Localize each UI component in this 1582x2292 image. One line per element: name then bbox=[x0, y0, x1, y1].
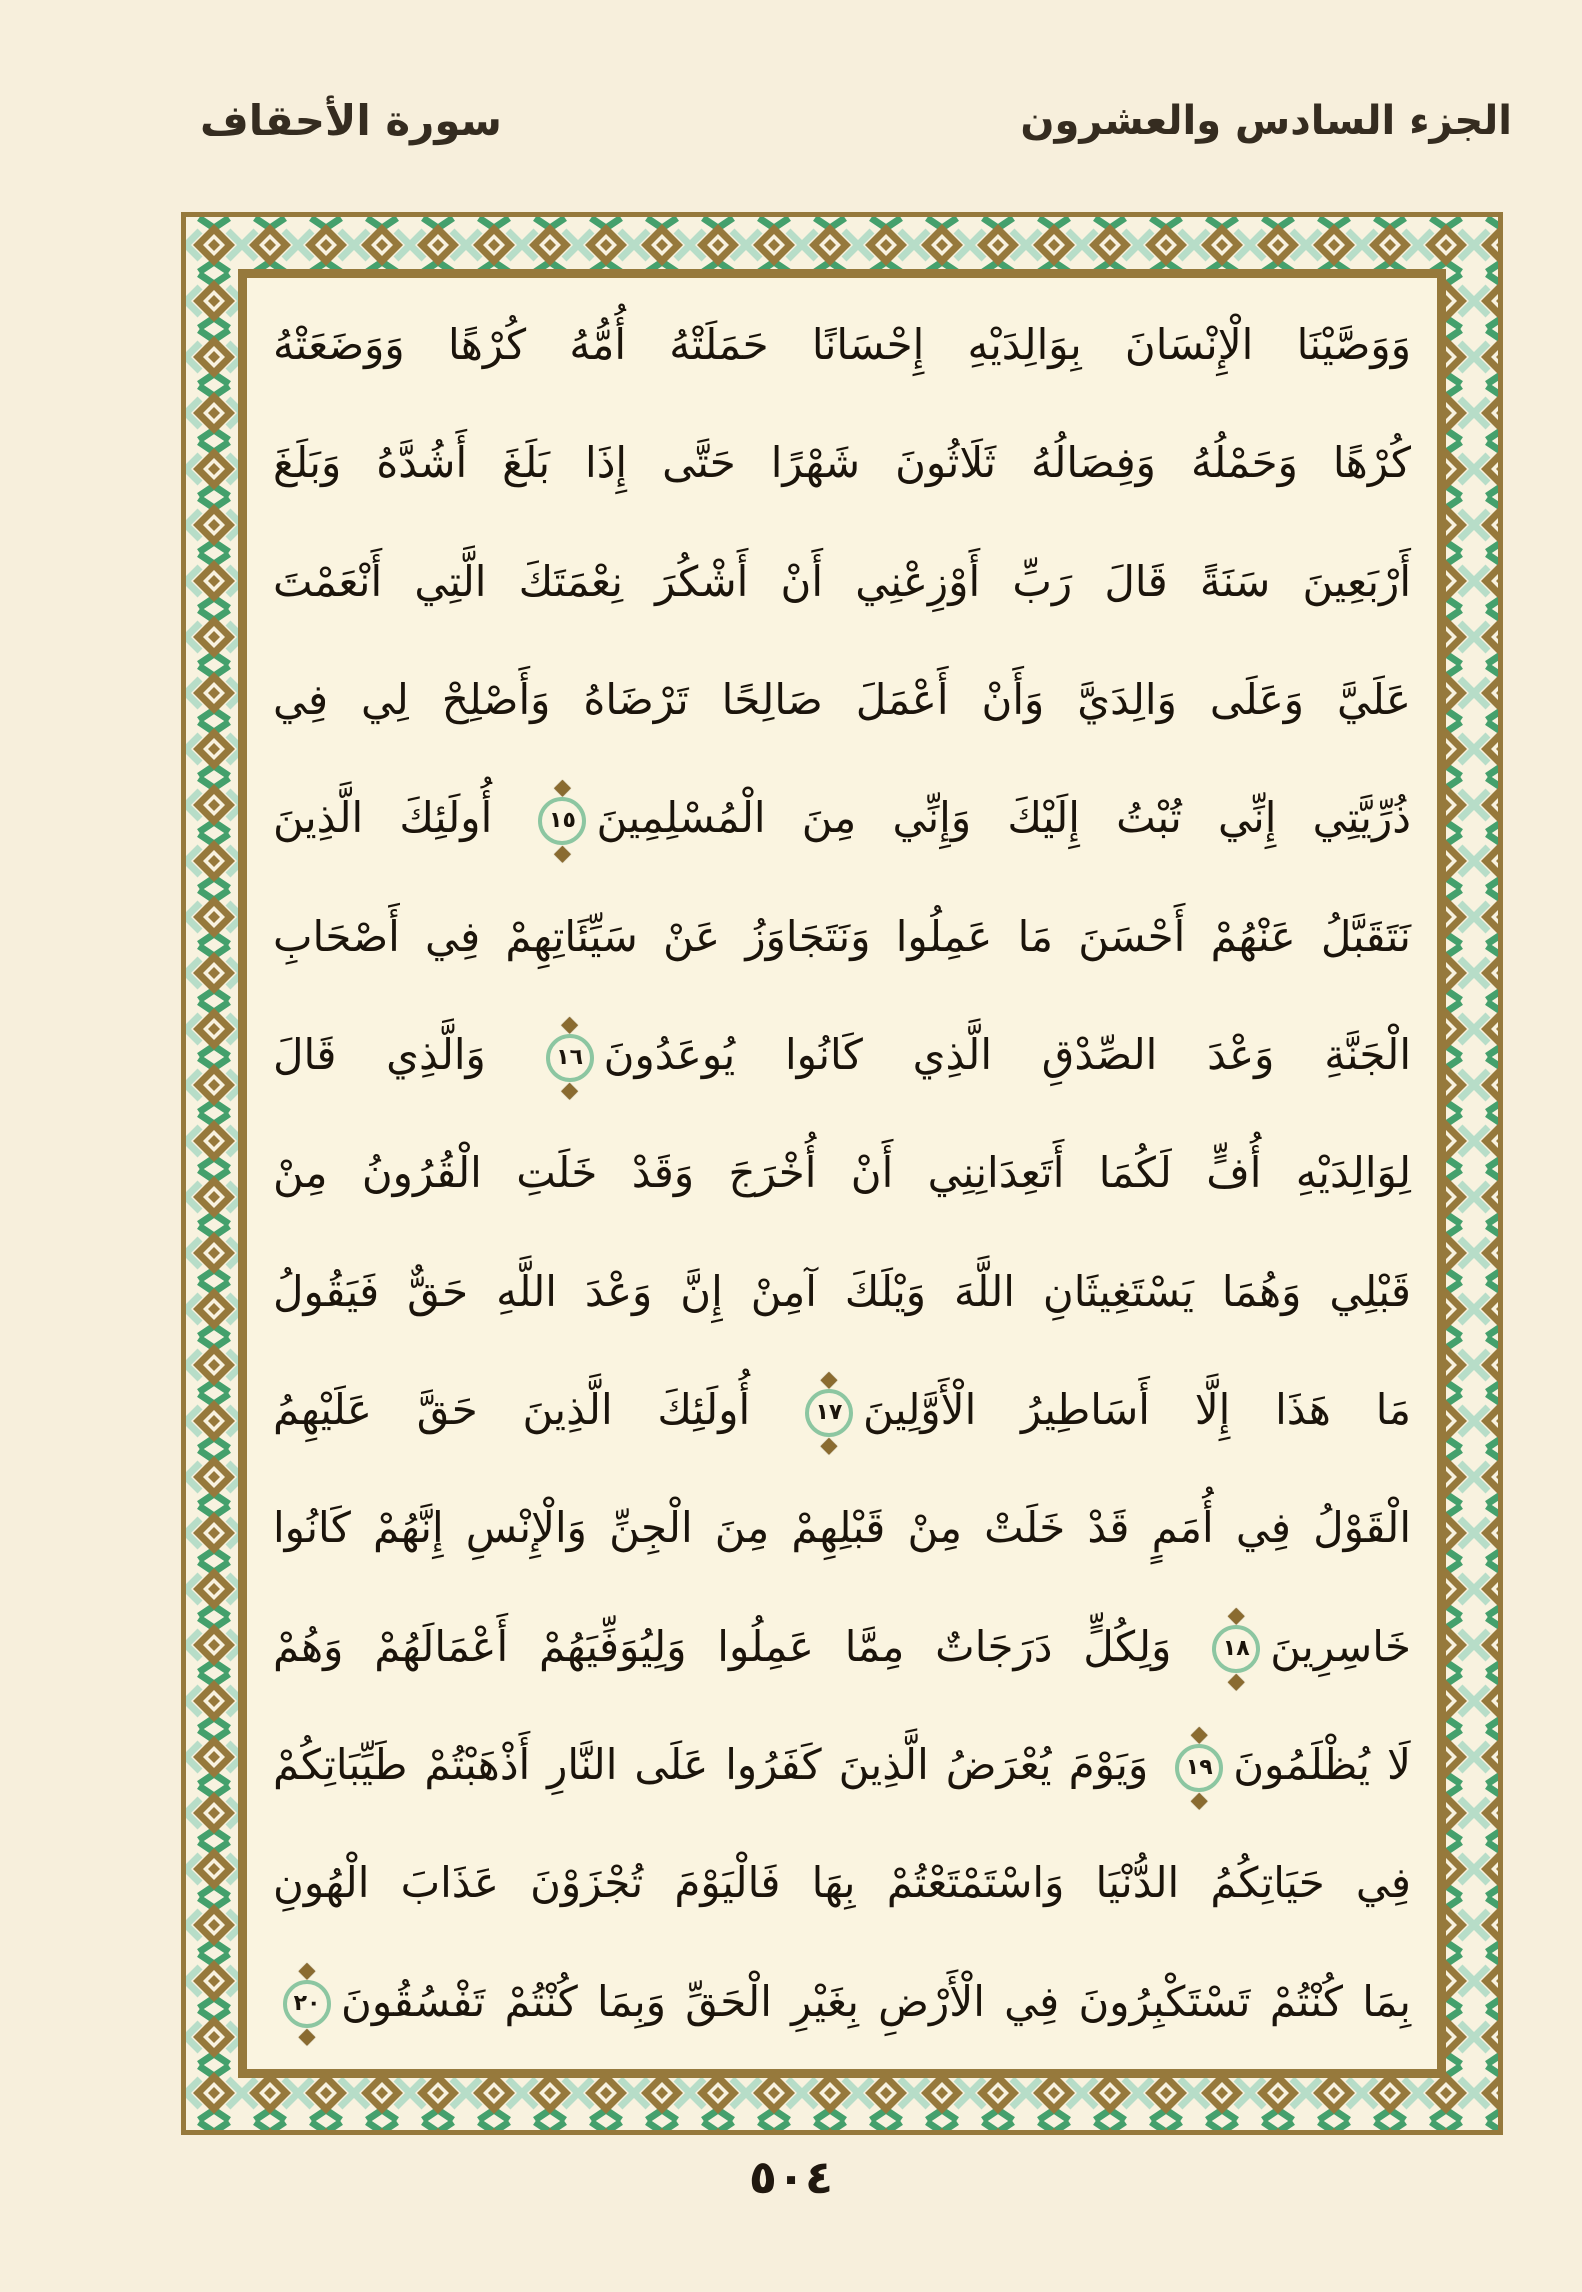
quran-text: أَرْبَعِينَ سَنَةً قَالَ رَبِّ أَوْزِعْنِي أَنْ أَشْكُرَ نِعْمَتَكَ الَّتِي أَنْعَمْتَ bbox=[273, 556, 1411, 606]
verse-marker bbox=[805, 1389, 853, 1437]
verse-marker bbox=[1212, 1625, 1260, 1673]
quran-line bbox=[273, 641, 1411, 759]
quran-text: وَيَوْمَ يُعْرَضُ الَّذِينَ كَفَرُوا عَلَى النَّارِ أَذْهَبْتُمْ طَيِّبَاتِكُمْ bbox=[273, 1740, 1166, 1790]
verse-number: ◆ ١٦ bbox=[556, 1044, 584, 1070]
quran-text: قَبْلِي وَهُمَا يَسْتَغِيثَانِ اللَّهَ وَيْلَكَ آمِنْ إِنَّ وَعْدَ اللَّهِ حَقٌّ فَيَقُولُ bbox=[273, 1266, 1411, 1316]
quran-text: فِي حَيَاتِكُمُ الدُّنْيَا وَاسْتَمْتَعْتُمْ بِهَا فَالْيَوْمَ تُجْزَوْنَ عَذَابَ الْهُونِ bbox=[273, 1858, 1411, 1908]
quran-line bbox=[273, 1351, 1411, 1469]
quran-text: وَلِكُلٍّ دَرَجَاتٌ مِمَّا عَمِلُوا وَلِيُوَفِّيَهُمْ أَعْمَالَهُمْ وَهُمْ bbox=[273, 1621, 1203, 1671]
verse-number: ◆ ٢٠ bbox=[293, 1991, 321, 2017]
quran-line bbox=[273, 1114, 1411, 1232]
quran-line bbox=[273, 1943, 1411, 2061]
quran-text: ذُرِّيَّتِي إِنِّي تُبْتُ إِلَيْكَ وَإِنِّي مِنَ الْمُسْلِمِينَ bbox=[596, 793, 1411, 843]
quran-line bbox=[273, 286, 1411, 404]
quran-text: وَالَّذِي قَالَ bbox=[273, 1030, 536, 1080]
quran-line bbox=[273, 1588, 1411, 1706]
inner-frame bbox=[238, 269, 1446, 2078]
quran-line bbox=[273, 404, 1411, 522]
quran-text: لَا يُظْلَمُونَ bbox=[1233, 1740, 1411, 1790]
quran-line bbox=[273, 1469, 1411, 1587]
quran-line bbox=[273, 996, 1411, 1114]
verse-marker bbox=[538, 797, 586, 845]
quran-text: خَاسِرِينَ bbox=[1270, 1621, 1411, 1671]
decorative-frame bbox=[181, 212, 1503, 2135]
quran-text-block bbox=[247, 278, 1437, 2069]
quran-text: عَلَيَّ وَعَلَى وَالِدَيَّ وَأَنْ أَعْمَلَ صَالِحًا تَرْضَاهُ وَأَصْلِحْ لِي فِي bbox=[273, 675, 1411, 725]
verse-number: ◆ ١٥ bbox=[549, 807, 576, 833]
quran-line bbox=[273, 1824, 1411, 1942]
page-number: ٥٠٤ bbox=[748, 2150, 834, 2204]
quran-text: بِمَا كُنْتُمْ تَسْتَكْبِرُونَ فِي الْأَرْضِ بِغَيْرِ الْحَقِّ وَبِمَا كُنْتُمْ تَفْسُقُونَ bbox=[341, 1976, 1411, 2026]
quran-text: الْجَنَّةِ وَعْدَ الصِّدْقِ الَّذِي كَانُوا يُوعَدُونَ bbox=[603, 1030, 1411, 1080]
verse-marker bbox=[546, 1034, 594, 1082]
quran-line bbox=[273, 878, 1411, 996]
quran-line bbox=[273, 1233, 1411, 1351]
verse-number: ◆ ١٨ bbox=[1222, 1636, 1250, 1662]
quran-text: مَا هَذَا إِلَّا أَسَاطِيرُ الْأَوَّلِينَ bbox=[862, 1385, 1411, 1435]
quran-text: أُولَئِكَ الَّذِينَ حَقَّ عَلَيْهِمُ bbox=[273, 1385, 795, 1435]
quran-text: وَوَصَّيْنَا الْإِنْسَانَ بِوَالِدَيْهِ إِحْسَانًا حَمَلَتْهُ أُمُّهُ كُرْهًا وَوَضَعَتْهُ bbox=[273, 320, 1411, 369]
quran-text: نَتَقَبَّلُ عَنْهُمْ أَحْسَنَ مَا عَمِلُوا وَنَتَجَاوَزُ عَنْ سَيِّئَاتِهِمْ فِي أَصْحَابِ bbox=[273, 911, 1411, 961]
quran-text: كُرْهًا وَحَمْلُهُ وَفِصَالُهُ ثَلَاثُونَ شَهْرًا حَتَّى إِذَا بَلَغَ أَشُدَّهُ وَبَلَغَ bbox=[273, 438, 1411, 488]
quran-text: لِوَالِدَيْهِ أُفٍّ لَكُمَا أَتَعِدَانِنِي أَنْ أُخْرَجَ وَقَدْ خَلَتِ الْقُرُونُ مِنْ bbox=[273, 1148, 1411, 1198]
verse-marker bbox=[1175, 1744, 1223, 1792]
quran-line bbox=[273, 1706, 1411, 1824]
quran-line bbox=[273, 759, 1411, 877]
surah-header: سورة الأحقاف bbox=[200, 96, 502, 145]
verse-number: ◆ ١٩ bbox=[1185, 1754, 1213, 1780]
quran-text: أُولَئِكَ الَّذِينَ bbox=[273, 793, 529, 843]
quran-line bbox=[273, 523, 1411, 641]
verse-number: ◆ ١٧ bbox=[815, 1399, 843, 1425]
verse-marker bbox=[283, 1980, 331, 2028]
quran-text: الْقَوْلُ فِي أُمَمٍ قَدْ خَلَتْ مِنْ قَبْلِهِمْ مِنَ الْجِنِّ وَالْإِنْسِ إِنَّهُمْ كَانُوا bbox=[273, 1503, 1411, 1553]
juz-header: الجزء السادس والعشرون bbox=[1020, 98, 1512, 144]
